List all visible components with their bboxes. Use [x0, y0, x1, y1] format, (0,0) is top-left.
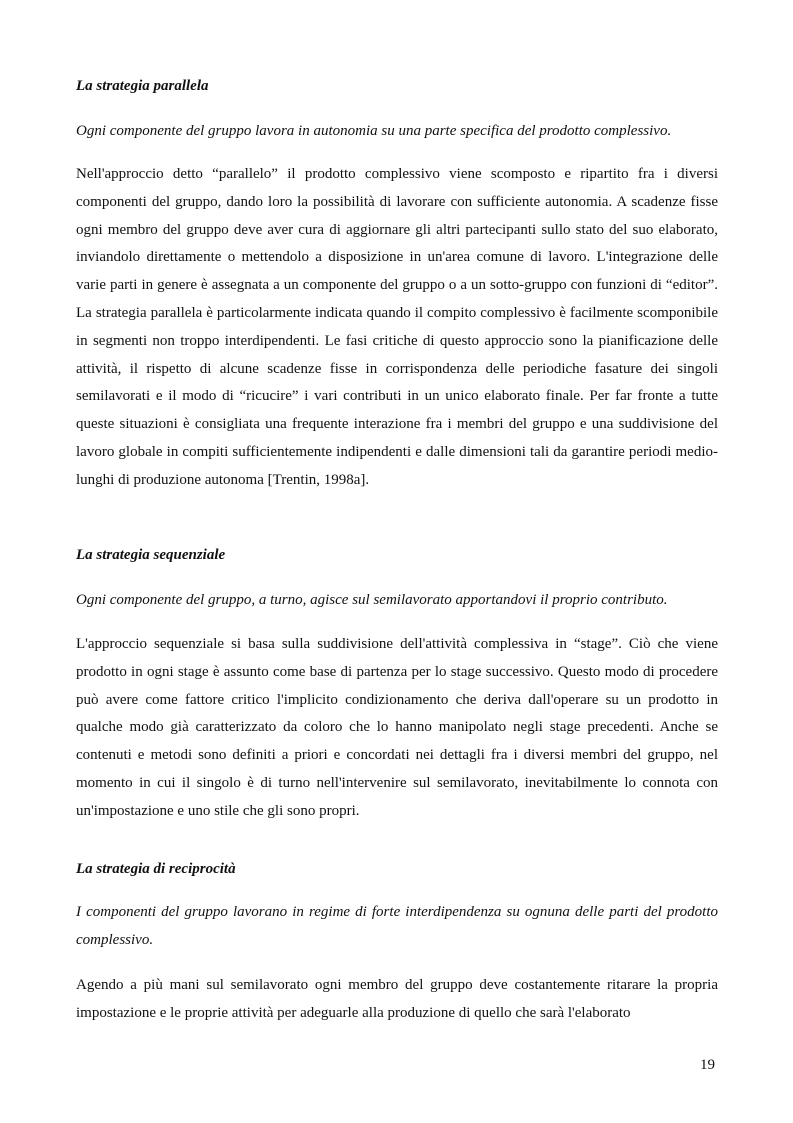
section-heading-reciprocita: La strategia di reciprocità: [76, 861, 236, 877]
section-lead-reciprocita: I componenti del gruppo lavorano in regime di forte interdipendenza su ognuna delle parti del prodotto complessivo.: [76, 904, 718, 948]
section-lead-sequenziale: Ogni componente del gruppo, a turno, agisce sul semilavorato apportandovi il proprio contributo.: [76, 592, 668, 608]
section-heading-sequenziale: La strategia sequenziale: [76, 547, 226, 563]
section-heading-parallela: La strategia parallela: [76, 78, 209, 94]
section-body-reciprocita: Agendo a più mani sul semilavorato ogni membro del gruppo deve costantemente ritarare la propria impostazione e le proprie attività per adeguarle alla produzione di quello che sarà l'elaborato: [76, 977, 718, 1021]
section-body-parallela: Nell'approccio detto “parallelo” il prodotto complessivo viene scomposto e ripartito fra i diversi componenti del gruppo, dando loro la possibilità di lavorare con sufficiente autonomia. A scadenze fisse ogni membro del gruppo deve aver cura di aggiornare gli altri partecipanti sullo stato del suo elaborato, inviandolo direttamente o mettendolo a disposizione in un'area comune di lavoro. L'integrazione delle varie parti in genere è assegnata a un componente del gruppo o a un sotto-gruppo con funzioni di “editor”. La strategia parallela è particolarmente indicata quando il compito complessivo è facilmente scomponibile in segmenti non troppo interdipendenti. Le fasi critiche di questo approccio sono la pianificazione delle attività, il rispetto di alcune scadenze fisse in corrispondenza delle periodiche fasature dei singoli semilavorati e il modo di “ricucire” i vari contributi in un unico elaborato finale. Per far fronte a tutte queste situazioni è consigliata una frequente interazione fra i membri del gruppo e una suddivisione del lavoro globale in compiti sufficientemente indipendenti e dalle dimensioni tali da garantire periodi medio-lunghi di produzione autonoma [Trentin, 1998a].: [76, 166, 718, 488]
section-lead-parallela: Ogni componente del gruppo lavora in autonomia su una parte specifica del prodotto complessivo.: [76, 123, 672, 139]
section-body-sequenziale: L'approccio sequenziale si basa sulla suddivisione dell'attività complessiva in “stage”. Ciò che viene prodotto in ogni stage è assunto come base di partenza per lo stage successivo. Questo modo di procedere può avere come fattore critico l'implicito condizionamento che deriva dall'operare su un prodotto in qualche modo già caratterizzato da coloro che lo hanno manipolato negli stage precedenti. Anche se contenuti e metodi sono definiti a priori e concordati nei dettagli fra i diversi membri del gruppo, nel momento in cui il singolo è di turno nell'intervenire sul semilavorato, inevitabilmente lo connota con un'impostazione e uno stile che gli sono propri.: [76, 636, 718, 819]
document-page: [76, 0, 718, 1123]
page-number: 19: [700, 1057, 715, 1073]
